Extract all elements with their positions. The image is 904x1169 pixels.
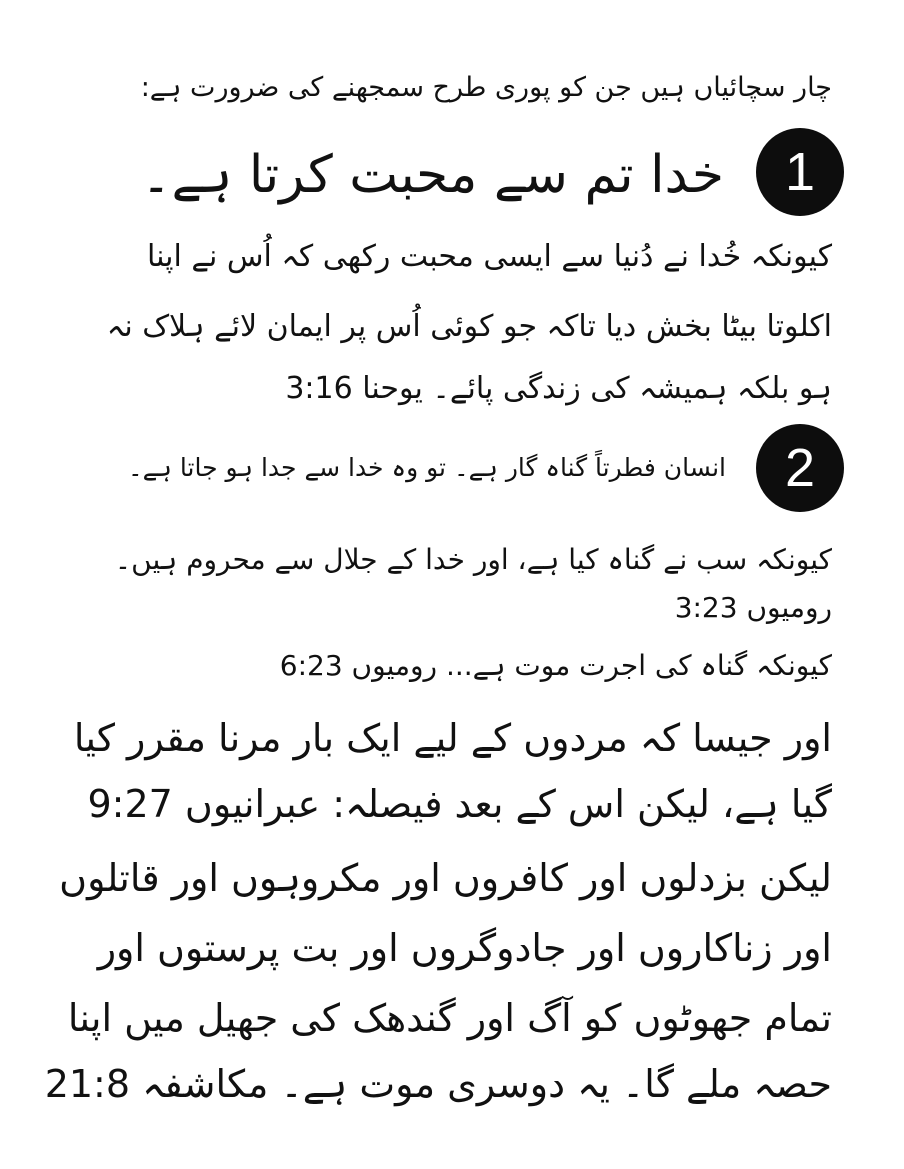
truth-1-verse-line-1: کیونکہ خُدا نے دُنیا سے ایسی محبت رکھی کہ اُس نے اپنا [146, 239, 832, 274]
intro-text: چار سچائیاں ہیں جن کو پوری طرح سمجھنے کی ضرورت ہے: [140, 72, 832, 103]
truth-2-verse-line-3: کیونکہ گناہ کی اجرت موت ہے... رومیوں 6:23 [279, 649, 832, 682]
truth-1-verse-line-3: ہو بلکہ ہمیشہ کی زندگی پائے۔ یوحنا 3:16 [285, 371, 832, 406]
truth-2-passage-line-2: گیا ہے، لیکن اس کے بعد فیصلہ: عبرانیوں 9:27 [87, 782, 832, 826]
truth-1-verse-line-2: اکلوتا بیٹا بخش دیا تاکہ جو کوئی اُس پر ایمان لائے ہلاک نہ [106, 309, 832, 344]
truth-2-heading: انسان فطرتاً گناہ گار ہے۔ تو وہ خدا سے جدا ہو جاتا ہے۔ [127, 453, 726, 482]
truth-2-passage-line-5: تمام جھوٹوں کو آگ اور گندھک کی جھیل میں اپنا [67, 996, 832, 1040]
truth-2-passage-line-4: اور زناکاروں اور جادوگروں اور بت پرستوں اور [97, 926, 832, 970]
truth-2-verse-line-2: رومیوں 3:23 [674, 591, 832, 624]
truth-2-passage-line-6: حصہ ملے گا۔ یہ دوسری موت ہے۔ مکاشفہ 21:8 [44, 1062, 832, 1106]
truth-1-heading: خدا تم سے محبت کرتا ہے۔ [141, 145, 724, 205]
truth-2-passage-line-3: لیکن بزدلوں اور کافروں اور مکروہوں اور قاتلوں [59, 856, 832, 900]
truth-2-passage-line-1: اور جیسا کہ مردوں کے لیے ایک بار مرنا مقرر کیا [73, 716, 832, 760]
truth-2-verse-line-1: کیونکہ سب نے گناہ کیا ہے، اور خدا کے جلال سے محروم ہیں۔ [114, 543, 832, 576]
truth-number-badge-1: 1 [756, 128, 844, 216]
truth-number-badge-2: 2 [756, 424, 844, 512]
